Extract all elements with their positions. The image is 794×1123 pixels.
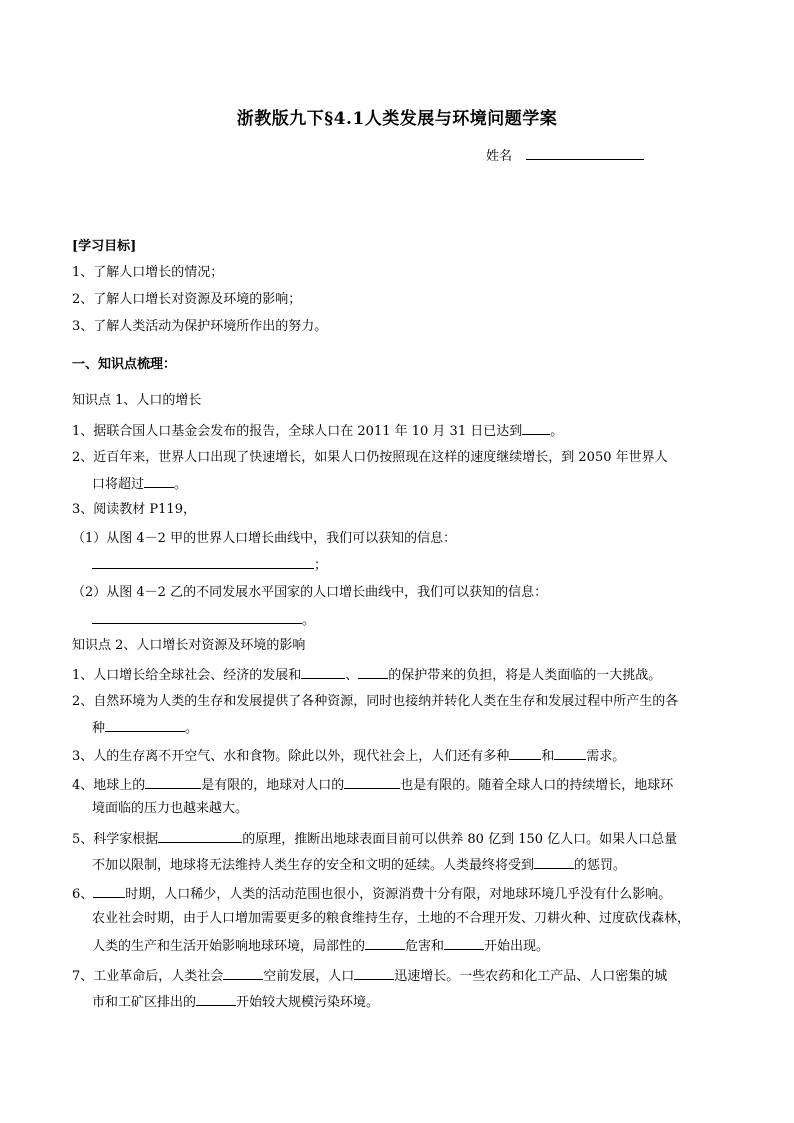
answer-blank[interactable] (196, 992, 236, 1006)
kp1-question-1: 1、据联合国人口基金会发布的报告，全球人口在 2011 年 10 月 31 日已达到 。 (72, 421, 563, 441)
answer-blank[interactable] (223, 966, 263, 980)
answer-blank[interactable] (144, 474, 174, 488)
answer-blank[interactable] (522, 421, 550, 435)
kp2-question-1: 1、人口增长给全球社会、经济的发展和 、 的保护带来的负担，将是人类面临的一大挑战。 (72, 665, 661, 685)
answer-blank[interactable] (354, 966, 394, 980)
section-heading: 一、知识点梳理： (72, 357, 177, 372)
kp2-question-4: 4、地球上的 是有限的，地球对人口的 也是有限的。随着全球人口的持续增长，地球环 (72, 775, 673, 795)
kp2-heading: 知识点 2、人口增长对资源及环境的影响 (72, 638, 306, 653)
kp2-question-3: 3、人的生存离不开空气、水和食物。除此以外，现代社会上，人们还有多种 和 需求。 (72, 746, 625, 766)
kp2-question-2-cont: 种 。 (92, 718, 198, 738)
answer-blank[interactable] (444, 936, 484, 950)
answer-blank[interactable] (145, 775, 201, 789)
name-label: 姓名 (486, 149, 513, 164)
name-field[interactable] (486, 145, 644, 164)
answer-blank[interactable] (93, 884, 125, 898)
kp2-question-6: 6、 时期，人口稀少，人类的活动范围也很小，资源消费十分有限，对地球环境几乎没有什么影响。 (72, 884, 671, 904)
answer-blank[interactable] (534, 855, 574, 869)
objective-item: 1、了解人口增长的情况； (72, 265, 224, 280)
kp2-question-2: 2、自然环境为人类的生存和发展提供了各种资源，同时也接纳并转化人类在生存和发展过程中所产生的各 (72, 694, 679, 709)
kp2-question-6-cont: 农业社会时期，由于人口增加需要更多的粮食维持生存，土地的不合理开发、刀耕火种、过度砍伐森林， (92, 911, 691, 926)
answer-blank[interactable] (105, 718, 185, 732)
answer-blank[interactable] (92, 555, 314, 569)
answer-blank[interactable] (358, 665, 388, 679)
objective-item: 2、了解人口增长对资源及环境的影响； (72, 292, 302, 307)
kp1-question-3-1-answer: ； (92, 555, 327, 575)
kp2-question-4-cont: 境面临的压力也越来越大。 (92, 801, 249, 816)
answer-blank[interactable] (365, 936, 405, 950)
kp2-question-5: 5、科学家根据 的原理，推断出地球表面目前可以供养 80 亿到 150 亿人口。如果人口总量 (72, 829, 677, 849)
kp1-question-2: 2、近百年来，世界人口出现了快速增长，如果人口仍按照现在这样的速度继续增长，到 2050 年世界人 (72, 450, 668, 465)
answer-blank[interactable] (344, 775, 400, 789)
kp1-question-3-2: （2）从图 4－2 乙的不同发展水平国家的人口增长曲线中，我们可以获知的信息： (72, 585, 548, 600)
kp1-question-2-cont: 口将超过 。 (92, 474, 187, 494)
kp2-question-5-cont: 不加以限制，地球将无法维持人类生存的安全和文明的延续。人类最终将受到 的惩罚。 (92, 855, 626, 875)
kp1-heading: 知识点 1、人口的增长 (72, 393, 202, 408)
kp1-question-3: 3、阅读教材 P119， (72, 502, 196, 517)
kp2-question-7-cont: 市和工矿区排出的 开始较大规模污染环境。 (92, 992, 379, 1012)
name-blank[interactable] (526, 146, 644, 160)
answer-blank[interactable] (301, 665, 345, 679)
kp1-question-3-2-answer: 。 (92, 610, 315, 630)
answer-blank[interactable] (509, 746, 541, 760)
page-title: 浙教版九下§4.1人类发展与环境问题学案 (236, 109, 558, 129)
kp1-question-3-1: （1）从图 4－2 甲的世界人口增长曲线中，我们可以获知的信息： (72, 531, 457, 546)
kp2-question-6-cont2: 人类的生产和生活开始影响地球环境，局部性的 危害和 开始出现。 (92, 936, 549, 956)
answer-blank[interactable] (92, 610, 302, 624)
objective-item: 3、了解人类活动为保护环境所作出的努力。 (72, 319, 328, 334)
answer-blank[interactable] (158, 829, 242, 843)
answer-blank[interactable] (554, 746, 586, 760)
kp2-question-7: 7、工业革命后，人类社会 空前发展，人口 迅速增长。一些农药和化工产品、人口密集的城 (72, 966, 667, 986)
objectives-heading: [学习目标] (72, 239, 137, 254)
